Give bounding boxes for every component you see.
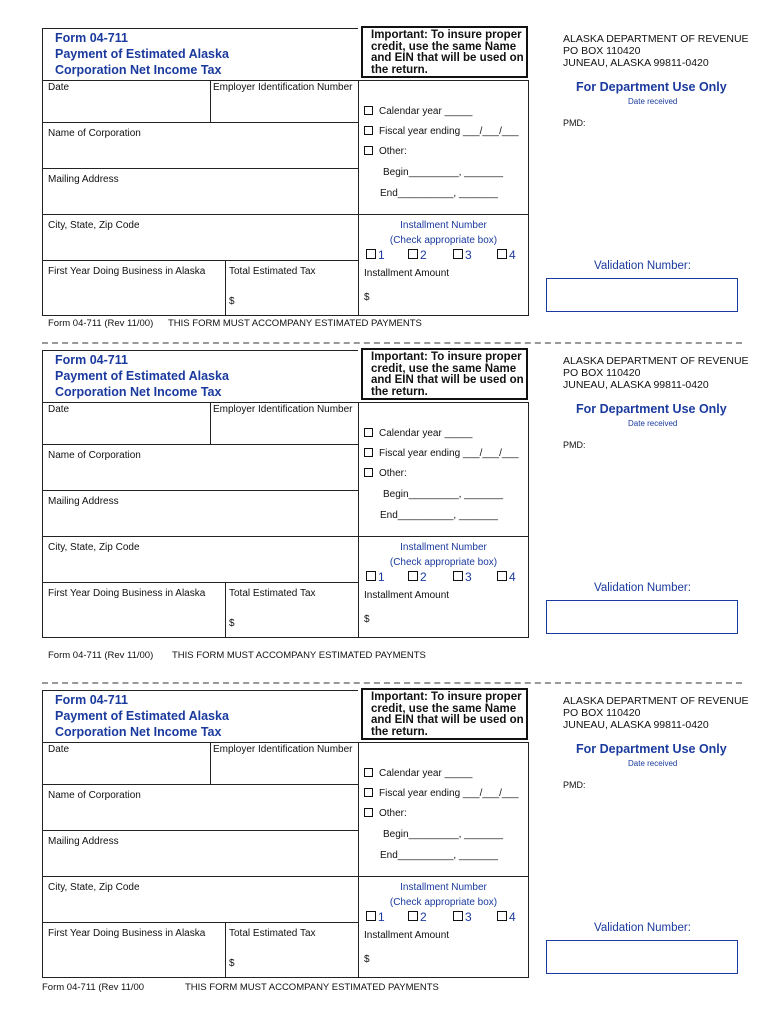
fiscal-year-option[interactable]: Fiscal year ending ___/___/___ <box>364 126 519 138</box>
city-state-zip-label: City, State, Zip Code <box>48 220 140 231</box>
checkbox-icon <box>364 106 373 115</box>
form-title-line-2: Corporation Net Income Tax <box>55 63 222 77</box>
installment-option-2[interactable]: 2 <box>408 570 427 584</box>
important-notice: Important: To insure proper credit, use the same Name and EIN that will be used on the return. <box>361 688 528 740</box>
ein-field[interactable] <box>213 758 356 782</box>
total-tax-label: Total Estimated Tax <box>229 928 316 939</box>
checkbox-icon <box>453 571 463 581</box>
begin-date-field[interactable]: Begin_________, _______ <box>383 167 504 178</box>
installment-option-3[interactable]: 3 <box>453 570 472 584</box>
form-revision: Form 04-711 (Rev 11/00) <box>48 318 154 329</box>
total-tax-dollar-sign: $ <box>229 958 235 969</box>
checkbox-icon <box>364 788 373 797</box>
date-received-label: Date received <box>628 419 678 428</box>
installment-option-1[interactable]: 1 <box>366 570 385 584</box>
installment-number-title: Installment Number <box>400 882 487 893</box>
date-field[interactable] <box>48 758 208 782</box>
mailing-address-label: Mailing Address <box>48 496 119 507</box>
pmd-label: PMD: <box>563 118 586 128</box>
installment-amount-field[interactable] <box>374 944 524 974</box>
date-label: Date <box>48 744 70 755</box>
first-year-label: First Year Doing Business in Alaska <box>48 588 206 599</box>
corporation-name-field[interactable] <box>48 464 354 488</box>
installment-number-title: Installment Number <box>400 542 487 553</box>
calendar-year-option[interactable]: Calendar year _____ <box>364 428 472 440</box>
form-title <box>55 30 229 78</box>
form-title-line-2: Corporation Net Income Tax <box>55 725 222 739</box>
end-date-field[interactable]: End__________, _______ <box>380 850 498 861</box>
begin-date-field[interactable]: Begin_________, _______ <box>383 489 504 500</box>
fiscal-year-option[interactable]: Fiscal year ending ___/___/___ <box>364 448 519 460</box>
end-date-field[interactable]: End__________, _______ <box>380 188 498 199</box>
checkbox-icon <box>364 126 373 135</box>
installment-option-4[interactable]: 4 <box>497 910 516 924</box>
installment-hint: (Check appropriate box) <box>389 897 498 908</box>
form-title-line-1: Payment of Estimated Alaska <box>55 709 229 723</box>
date-received-label: Date received <box>628 759 678 768</box>
installment-amount-label: Installment Amount <box>364 268 450 279</box>
corporation-name-field[interactable] <box>48 804 354 828</box>
total-tax-field[interactable] <box>238 602 354 636</box>
installment-amount-label: Installment Amount <box>364 930 450 941</box>
installment-option-3[interactable]: 3 <box>453 910 472 924</box>
installment-option-3[interactable]: 3 <box>453 248 472 262</box>
date-label: Date <box>48 404 70 415</box>
fiscal-year-option[interactable]: Fiscal year ending ___/___/___ <box>364 788 519 800</box>
form-title <box>55 352 229 400</box>
checkbox-icon <box>366 571 376 581</box>
total-tax-dollar-sign: $ <box>229 296 235 307</box>
mailing-address-field[interactable] <box>48 510 354 534</box>
form-revision: Form 04-711 (Rev 11/00) <box>48 650 154 661</box>
validation-number-label: Validation Number: <box>594 582 691 594</box>
installment-header <box>358 540 529 570</box>
cut-line-1 <box>42 342 742 344</box>
date-field[interactable] <box>48 418 208 442</box>
form-number: Form 04-711 <box>55 353 128 367</box>
mailing-address-field[interactable] <box>48 188 354 212</box>
form-title-line-1: Payment of Estimated Alaska <box>55 47 229 61</box>
form-revision: Form 04-711 (Rev 11/00 <box>42 982 145 993</box>
total-tax-field[interactable] <box>238 942 354 976</box>
first-year-field[interactable] <box>48 280 222 314</box>
department-use-heading: For Department Use Only <box>576 742 727 756</box>
voucher-3 <box>0 662 770 992</box>
footer-note: THIS FORM MUST ACCOMPANY ESTIMATED PAYMENTS <box>172 650 426 661</box>
first-year-label: First Year Doing Business in Alaska <box>48 266 206 277</box>
checkbox-icon <box>408 571 418 581</box>
corporation-name-label: Name of Corporation <box>48 450 141 461</box>
begin-date-field[interactable]: Begin_________, _______ <box>383 829 504 840</box>
installment-amount-dollar-sign: $ <box>364 292 370 303</box>
agency-address: ALASKA DEPARTMENT OF REVENUE PO BOX 110420 JUNEAU, ALASKA 99811-0420 <box>563 695 749 731</box>
date-label: Date <box>48 82 70 93</box>
installment-amount-field[interactable] <box>374 282 524 312</box>
installment-option-4[interactable]: 4 <box>497 570 516 584</box>
checkbox-icon <box>497 249 507 259</box>
total-tax-dollar-sign: $ <box>229 618 235 629</box>
important-notice: Important: To insure proper credit, use the same Name and EIN that will be used on the return. <box>361 26 528 78</box>
corporation-name-label: Name of Corporation <box>48 128 141 139</box>
checkbox-icon <box>364 448 373 457</box>
installment-hint: (Check appropriate box) <box>389 235 498 246</box>
validation-number-label: Validation Number: <box>594 260 691 272</box>
city-state-zip-field[interactable] <box>48 234 354 258</box>
validation-number-box <box>546 278 738 312</box>
total-tax-field[interactable] <box>238 280 354 314</box>
calendar-year-option[interactable]: Calendar year _____ <box>364 768 472 780</box>
form-title <box>55 692 229 740</box>
installment-amount-dollar-sign: $ <box>364 954 370 965</box>
installment-amount-label: Installment Amount <box>364 590 450 601</box>
voucher-1 <box>0 0 770 330</box>
validation-number-label: Validation Number: <box>594 922 691 934</box>
other-year-option[interactable]: Other: <box>364 808 407 820</box>
validation-number-box <box>546 600 738 634</box>
form-title-line-2: Corporation Net Income Tax <box>55 385 222 399</box>
checkbox-icon <box>453 249 463 259</box>
city-state-zip-label: City, State, Zip Code <box>48 542 140 553</box>
form-number: Form 04-711 <box>55 31 128 45</box>
agency-address: ALASKA DEPARTMENT OF REVENUE PO BOX 110420 JUNEAU, ALASKA 99811-0420 <box>563 355 749 391</box>
important-notice: Important: To insure proper credit, use the same Name and EIN that will be used on the return. <box>361 348 528 400</box>
date-field[interactable] <box>48 96 208 120</box>
form-title-line-1: Payment of Estimated Alaska <box>55 369 229 383</box>
total-tax-label: Total Estimated Tax <box>229 266 316 277</box>
ein-field[interactable] <box>213 418 356 442</box>
pmd-label: PMD: <box>563 440 586 450</box>
checkbox-icon <box>408 249 418 259</box>
pmd-label: PMD: <box>563 780 586 790</box>
city-state-zip-label: City, State, Zip Code <box>48 882 140 893</box>
first-year-field[interactable] <box>48 942 222 976</box>
footer-note: THIS FORM MUST ACCOMPANY ESTIMATED PAYMENTS <box>185 982 439 993</box>
checkbox-icon <box>497 571 507 581</box>
installment-option-2[interactable]: 2 <box>408 910 427 924</box>
ein-label: Employer Identification Number <box>213 404 353 415</box>
voucher-2 <box>0 322 770 661</box>
city-state-zip-field[interactable] <box>48 896 354 920</box>
installment-option-4[interactable]: 4 <box>497 248 516 262</box>
mailing-address-field[interactable] <box>48 850 354 874</box>
installment-option-1[interactable]: 1 <box>366 248 385 262</box>
installment-number-title: Installment Number <box>400 220 487 231</box>
corporation-name-field[interactable] <box>48 142 354 166</box>
corporation-name-label: Name of Corporation <box>48 790 141 801</box>
checkbox-icon <box>364 428 373 437</box>
installment-option-2[interactable]: 2 <box>408 248 427 262</box>
first-year-field[interactable] <box>48 602 222 636</box>
installment-header <box>358 880 529 910</box>
checkbox-icon <box>364 468 373 477</box>
other-year-option[interactable]: Other: <box>364 146 407 158</box>
form-number: Form 04-711 <box>55 693 128 707</box>
ein-label: Employer Identification Number <box>213 82 353 93</box>
installment-option-1[interactable]: 1 <box>366 910 385 924</box>
installment-hint: (Check appropriate box) <box>389 557 498 568</box>
city-state-zip-field[interactable] <box>48 556 354 580</box>
total-tax-label: Total Estimated Tax <box>229 588 316 599</box>
mailing-address-label: Mailing Address <box>48 174 119 185</box>
agency-address: ALASKA DEPARTMENT OF REVENUE PO BOX 110420 JUNEAU, ALASKA 99811-0420 <box>563 33 749 69</box>
ein-field[interactable] <box>213 96 356 120</box>
checkbox-icon <box>364 808 373 817</box>
validation-number-box <box>546 940 738 974</box>
cut-line-2 <box>42 682 742 684</box>
mailing-address-label: Mailing Address <box>48 836 119 847</box>
checkbox-icon <box>453 911 463 921</box>
checkbox-icon <box>408 911 418 921</box>
department-use-heading: For Department Use Only <box>576 402 727 416</box>
calendar-year-option[interactable]: Calendar year _____ <box>364 106 472 118</box>
date-received-label: Date received <box>628 97 678 106</box>
department-use-heading: For Department Use Only <box>576 80 727 94</box>
footer-note: THIS FORM MUST ACCOMPANY ESTIMATED PAYMENTS <box>168 318 422 329</box>
first-year-label: First Year Doing Business in Alaska <box>48 928 206 939</box>
ein-label: Employer Identification Number <box>213 744 353 755</box>
other-year-option[interactable]: Other: <box>364 468 407 480</box>
checkbox-icon <box>364 768 373 777</box>
installment-amount-dollar-sign: $ <box>364 614 370 625</box>
checkbox-icon <box>364 146 373 155</box>
checkbox-icon <box>497 911 507 921</box>
checkbox-icon <box>366 911 376 921</box>
end-date-field[interactable]: End__________, _______ <box>380 510 498 521</box>
installment-amount-field[interactable] <box>374 604 524 634</box>
installment-header <box>358 218 529 248</box>
checkbox-icon <box>366 249 376 259</box>
